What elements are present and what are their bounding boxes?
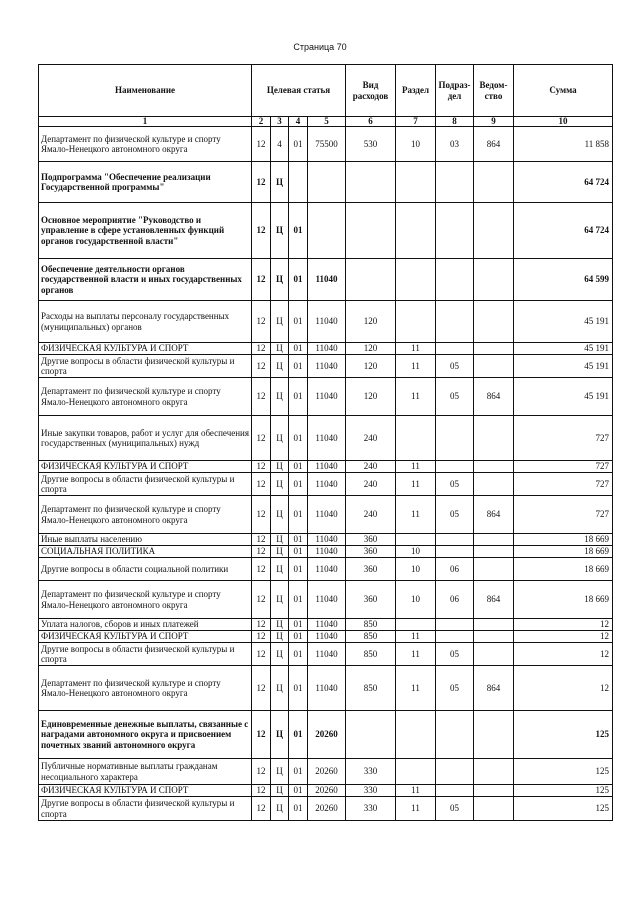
department-cell: 864	[474, 581, 514, 619]
section-cell: 11	[396, 355, 436, 378]
target-code-2-cell: Ц	[271, 355, 289, 378]
target-code-1-cell: 12	[252, 343, 271, 355]
expense-type-cell: 330	[346, 759, 396, 785]
section-cell: 11	[396, 643, 436, 666]
target-code-4-cell	[308, 203, 346, 259]
subsection-cell: 03	[436, 127, 474, 162]
section-cell: 11	[396, 785, 436, 797]
table-row	[39, 631, 613, 643]
section-cell	[396, 534, 436, 546]
target-code-1-cell: 12	[252, 581, 271, 619]
target-code-4-cell: 11040	[308, 643, 346, 666]
target-code-1-cell: 12	[252, 473, 271, 496]
target-code-3-cell: 01	[289, 461, 308, 473]
subsection-cell	[436, 259, 474, 301]
subsection-cell: 06	[436, 558, 474, 581]
table-body	[39, 127, 613, 821]
column-number: 7	[396, 117, 436, 127]
target-code-4-cell: 20260	[308, 711, 346, 759]
section-cell	[396, 416, 436, 461]
sum-cell: 45 191	[514, 378, 613, 416]
expense-type-cell: 120	[346, 378, 396, 416]
sum-cell: 12	[514, 643, 613, 666]
department-cell	[474, 416, 514, 461]
table-row	[39, 259, 613, 301]
department-cell	[474, 619, 514, 631]
expense-type-cell: 240	[346, 416, 396, 461]
target-code-2-cell: Ц	[271, 558, 289, 581]
target-code-1-cell: 12	[252, 162, 271, 203]
target-code-2-cell: Ц	[271, 797, 289, 821]
header-expense-type: Вид расходов	[346, 65, 396, 117]
section-cell: 11	[396, 473, 436, 496]
expense-type-cell: 360	[346, 558, 396, 581]
expense-type-cell: 530	[346, 127, 396, 162]
expense-type-cell: 360	[346, 581, 396, 619]
target-code-3-cell: 01	[289, 666, 308, 711]
row-name-cell: Уплата налогов, сборов и иных платежей	[39, 619, 252, 631]
target-code-1-cell: 12	[252, 203, 271, 259]
target-code-2-cell: Ц	[271, 162, 289, 203]
row-name-cell: ФИЗИЧЕСКАЯ КУЛЬТУРА И СПОРТ	[39, 631, 252, 643]
row-name-cell: Департамент по физической культуре и спорту Ямало-Ненецкого автономного округа	[39, 666, 252, 711]
table-row	[39, 343, 613, 355]
table-row	[39, 162, 613, 203]
table-row	[39, 416, 613, 461]
target-code-3-cell: 01	[289, 581, 308, 619]
row-name-cell: ФИЗИЧЕСКАЯ КУЛЬТУРА И СПОРТ	[39, 461, 252, 473]
table-row	[39, 203, 613, 259]
department-cell	[474, 461, 514, 473]
subsection-cell	[436, 301, 474, 343]
sum-cell: 45 191	[514, 355, 613, 378]
section-cell: 11	[396, 378, 436, 416]
department-cell	[474, 797, 514, 821]
sum-cell: 64 724	[514, 203, 613, 259]
table-row	[39, 301, 613, 343]
expense-type-cell: 240	[346, 461, 396, 473]
department-cell	[474, 631, 514, 643]
expense-type-cell: 240	[346, 496, 396, 534]
subsection-cell	[436, 461, 474, 473]
row-name-cell: Публичные нормативные выплаты гражданам несоциального характера	[39, 759, 252, 785]
target-code-4-cell: 11040	[308, 301, 346, 343]
target-code-2-cell: Ц	[271, 711, 289, 759]
target-code-4-cell: 11040	[308, 581, 346, 619]
target-code-2-cell: Ц	[271, 301, 289, 343]
header-subsection: Подраз-дел	[436, 65, 474, 117]
expense-type-cell: 360	[346, 534, 396, 546]
department-cell	[474, 301, 514, 343]
sum-cell: 12	[514, 631, 613, 643]
expense-type-cell: 330	[346, 797, 396, 821]
subsection-cell: 05	[436, 355, 474, 378]
target-code-4-cell: 75500	[308, 127, 346, 162]
department-cell	[474, 643, 514, 666]
budget-table	[38, 64, 613, 821]
row-name-cell: СОЦИАЛЬНАЯ ПОЛИТИКА	[39, 546, 252, 558]
target-code-3-cell: 01	[289, 546, 308, 558]
section-cell: 10	[396, 127, 436, 162]
target-code-2-cell: Ц	[271, 785, 289, 797]
table-row	[39, 619, 613, 631]
target-code-2-cell: Ц	[271, 461, 289, 473]
department-cell: 864	[474, 496, 514, 534]
target-code-3-cell: 01	[289, 378, 308, 416]
target-code-2-cell: Ц	[271, 631, 289, 643]
sum-cell: 18 669	[514, 534, 613, 546]
sum-cell: 45 191	[514, 343, 613, 355]
subsection-cell: 05	[436, 666, 474, 711]
target-code-1-cell: 12	[252, 127, 271, 162]
section-cell	[396, 759, 436, 785]
target-code-4-cell: 20260	[308, 759, 346, 785]
target-code-4-cell	[308, 162, 346, 203]
expense-type-cell	[346, 259, 396, 301]
sum-cell: 12	[514, 666, 613, 711]
target-code-1-cell: 12	[252, 461, 271, 473]
column-number: 3	[271, 117, 289, 127]
section-cell: 11	[396, 496, 436, 534]
target-code-4-cell: 11040	[308, 378, 346, 416]
expense-type-cell: 330	[346, 785, 396, 797]
target-code-4-cell: 20260	[308, 785, 346, 797]
column-number: 8	[436, 117, 474, 127]
target-code-2-cell: Ц	[271, 546, 289, 558]
department-cell	[474, 711, 514, 759]
row-name-cell: Департамент по физической культуре и спорту Ямало-Ненецкого автономного округа	[39, 581, 252, 619]
subsection-cell	[436, 416, 474, 461]
sum-cell: 727	[514, 461, 613, 473]
target-code-3-cell	[289, 162, 308, 203]
table-row	[39, 461, 613, 473]
section-cell: 11	[396, 343, 436, 355]
target-code-3-cell: 01	[289, 473, 308, 496]
sum-cell: 11 858	[514, 127, 613, 162]
target-code-3-cell: 01	[289, 496, 308, 534]
subsection-cell	[436, 711, 474, 759]
row-name-cell: Подпрограмма "Обеспечение реализации Государственной программы"	[39, 162, 252, 203]
header-name: Наименование	[39, 65, 252, 117]
row-name-cell: Другие вопросы в области физической культуры и спорта	[39, 473, 252, 496]
target-code-4-cell: 11040	[308, 259, 346, 301]
table-row	[39, 643, 613, 666]
target-code-2-cell: Ц	[271, 496, 289, 534]
target-code-2-cell: Ц	[271, 666, 289, 711]
target-code-1-cell: 12	[252, 759, 271, 785]
subsection-cell: 05	[436, 797, 474, 821]
sum-cell: 125	[514, 759, 613, 785]
target-code-4-cell: 11040	[308, 558, 346, 581]
target-code-2-cell: 4	[271, 127, 289, 162]
target-code-1-cell: 12	[252, 631, 271, 643]
target-code-1-cell: 12	[252, 355, 271, 378]
table-row	[39, 378, 613, 416]
target-code-2-cell: Ц	[271, 534, 289, 546]
header-department: Ведом-ство	[474, 65, 514, 117]
section-cell: 10	[396, 558, 436, 581]
target-code-2-cell: Ц	[271, 343, 289, 355]
department-cell	[474, 534, 514, 546]
target-code-2-cell: Ц	[271, 581, 289, 619]
header-target-article: Целевая статья	[252, 65, 346, 117]
target-code-3-cell: 01	[289, 127, 308, 162]
department-cell	[474, 785, 514, 797]
column-number: 2	[252, 117, 271, 127]
sum-cell: 727	[514, 416, 613, 461]
sum-cell: 64 724	[514, 162, 613, 203]
target-code-3-cell: 01	[289, 619, 308, 631]
row-name-cell: Иные закупки товаров, работ и услуг для обеспечения государственных (муниципальных) нужд	[39, 416, 252, 461]
target-code-3-cell: 01	[289, 711, 308, 759]
target-code-1-cell: 12	[252, 301, 271, 343]
subsection-cell	[436, 631, 474, 643]
section-cell: 11	[396, 666, 436, 711]
table-row	[39, 581, 613, 619]
expense-type-cell: 120	[346, 355, 396, 378]
target-code-3-cell: 01	[289, 203, 308, 259]
subsection-cell: 06	[436, 581, 474, 619]
subsection-cell: 05	[436, 643, 474, 666]
table-row	[39, 558, 613, 581]
target-code-4-cell: 11040	[308, 343, 346, 355]
section-cell: 11	[396, 631, 436, 643]
section-cell	[396, 203, 436, 259]
target-code-3-cell: 01	[289, 759, 308, 785]
sum-cell: 45 191	[514, 301, 613, 343]
target-code-1-cell: 12	[252, 378, 271, 416]
target-code-3-cell: 01	[289, 558, 308, 581]
sum-cell: 125	[514, 711, 613, 759]
target-code-4-cell: 11040	[308, 546, 346, 558]
expense-type-cell: 850	[346, 619, 396, 631]
target-code-3-cell: 01	[289, 355, 308, 378]
target-code-2-cell: Ц	[271, 416, 289, 461]
subsection-cell: 05	[436, 496, 474, 534]
sum-cell: 727	[514, 496, 613, 534]
expense-type-cell: 360	[346, 546, 396, 558]
row-name-cell: Другие вопросы в области физической культуры и спорта	[39, 355, 252, 378]
column-number: 4	[289, 117, 308, 127]
sum-cell: 18 669	[514, 546, 613, 558]
subsection-cell	[436, 343, 474, 355]
target-code-4-cell: 11040	[308, 355, 346, 378]
table-row	[39, 797, 613, 821]
subsection-cell	[436, 546, 474, 558]
section-cell	[396, 301, 436, 343]
row-name-cell: Расходы на выплаты персоналу государственных (муниципальных) органов	[39, 301, 252, 343]
table-row	[39, 759, 613, 785]
section-cell	[396, 259, 436, 301]
table-row	[39, 711, 613, 759]
section-cell: 10	[396, 546, 436, 558]
target-code-4-cell: 11040	[308, 631, 346, 643]
row-name-cell: Другие вопросы в области социальной политики	[39, 558, 252, 581]
column-number: 6	[346, 117, 396, 127]
expense-type-cell: 850	[346, 631, 396, 643]
subsection-cell	[436, 534, 474, 546]
row-name-cell: Департамент по физической культуре и спорту Ямало-Ненецкого автономного округа	[39, 496, 252, 534]
section-cell: 11	[396, 461, 436, 473]
subsection-cell	[436, 759, 474, 785]
column-number: 10	[514, 117, 613, 127]
target-code-3-cell: 01	[289, 631, 308, 643]
column-number: 9	[474, 117, 514, 127]
target-code-3-cell: 01	[289, 534, 308, 546]
department-cell	[474, 355, 514, 378]
sum-cell: 12	[514, 619, 613, 631]
section-cell: 11	[396, 797, 436, 821]
table-row	[39, 666, 613, 711]
target-code-3-cell: 01	[289, 416, 308, 461]
row-name-cell: Департамент по физической культуре и спорту Ямало-Ненецкого автономного округа	[39, 127, 252, 162]
table-row	[39, 534, 613, 546]
row-name-cell: ФИЗИЧЕСКАЯ КУЛЬТУРА И СПОРТ	[39, 785, 252, 797]
target-code-4-cell: 11040	[308, 619, 346, 631]
table-row	[39, 127, 613, 162]
target-code-1-cell: 12	[252, 619, 271, 631]
column-number: 5	[308, 117, 346, 127]
target-code-3-cell: 01	[289, 797, 308, 821]
table-header-row	[39, 65, 613, 117]
header-sum: Сумма	[514, 65, 613, 117]
target-code-3-cell: 01	[289, 785, 308, 797]
table-row	[39, 355, 613, 378]
section-cell: 10	[396, 581, 436, 619]
target-code-2-cell: Ц	[271, 203, 289, 259]
target-code-4-cell: 11040	[308, 416, 346, 461]
table-row	[39, 473, 613, 496]
target-code-4-cell: 11040	[308, 461, 346, 473]
department-cell	[474, 162, 514, 203]
row-name-cell: Департамент по физической культуре и спорту Ямало-Ненецкого автономного округа	[39, 378, 252, 416]
expense-type-cell: 120	[346, 301, 396, 343]
section-cell	[396, 619, 436, 631]
target-code-1-cell: 12	[252, 785, 271, 797]
target-code-2-cell: Ц	[271, 473, 289, 496]
target-code-2-cell: Ц	[271, 378, 289, 416]
subsection-cell	[436, 785, 474, 797]
target-code-3-cell: 01	[289, 343, 308, 355]
row-name-cell: Обеспечение деятельности органов государственной власти и иных государственных органов	[39, 259, 252, 301]
target-code-1-cell: 12	[252, 259, 271, 301]
row-name-cell: Основное мероприятие "Руководство и управление в сфере установленных функций органов государственной власти"	[39, 203, 252, 259]
target-code-2-cell: Ц	[271, 259, 289, 301]
department-cell	[474, 759, 514, 785]
department-cell	[474, 203, 514, 259]
expense-type-cell: 240	[346, 473, 396, 496]
table-row	[39, 546, 613, 558]
target-code-1-cell: 12	[252, 643, 271, 666]
subsection-cell: 05	[436, 473, 474, 496]
department-cell	[474, 343, 514, 355]
subsection-cell	[436, 203, 474, 259]
column-numbers-row	[39, 117, 613, 127]
sum-cell: 64 599	[514, 259, 613, 301]
department-cell	[474, 558, 514, 581]
header-section: Раздел	[396, 65, 436, 117]
section-cell	[396, 711, 436, 759]
subsection-cell: 05	[436, 378, 474, 416]
target-code-1-cell: 12	[252, 534, 271, 546]
sum-cell: 18 669	[514, 558, 613, 581]
expense-type-cell: 850	[346, 643, 396, 666]
row-name-cell: Другие вопросы в области физической культуры и спорта	[39, 797, 252, 821]
target-code-1-cell: 12	[252, 546, 271, 558]
target-code-1-cell: 12	[252, 496, 271, 534]
sum-cell: 18 669	[514, 581, 613, 619]
target-code-3-cell: 01	[289, 301, 308, 343]
table-row	[39, 785, 613, 797]
table-row	[39, 496, 613, 534]
row-name-cell: ФИЗИЧЕСКАЯ КУЛЬТУРА И СПОРТ	[39, 343, 252, 355]
target-code-2-cell: Ц	[271, 619, 289, 631]
sum-cell: 125	[514, 797, 613, 821]
row-name-cell: Единовременные денежные выплаты, связанные с наградами автономного округа и присвоением почетных званий автономного округа	[39, 711, 252, 759]
sum-cell: 125	[514, 785, 613, 797]
target-code-3-cell: 01	[289, 259, 308, 301]
target-code-3-cell: 01	[289, 643, 308, 666]
target-code-1-cell: 12	[252, 558, 271, 581]
department-cell	[474, 259, 514, 301]
sum-cell: 727	[514, 473, 613, 496]
target-code-4-cell: 11040	[308, 666, 346, 711]
expense-type-cell	[346, 711, 396, 759]
row-name-cell: Другие вопросы в области физической культуры и спорта	[39, 643, 252, 666]
column-number: 1	[39, 117, 252, 127]
expense-type-cell	[346, 203, 396, 259]
department-cell: 864	[474, 127, 514, 162]
target-code-4-cell: 20260	[308, 797, 346, 821]
expense-type-cell: 120	[346, 343, 396, 355]
department-cell	[474, 473, 514, 496]
department-cell: 864	[474, 378, 514, 416]
subsection-cell	[436, 619, 474, 631]
target-code-4-cell: 11040	[308, 496, 346, 534]
target-code-4-cell: 11040	[308, 473, 346, 496]
target-code-2-cell: Ц	[271, 643, 289, 666]
expense-type-cell: 850	[346, 666, 396, 711]
department-cell: 864	[474, 666, 514, 711]
target-code-1-cell: 12	[252, 416, 271, 461]
subsection-cell	[436, 162, 474, 203]
target-code-1-cell: 12	[252, 797, 271, 821]
page-number-label: Страница 70	[293, 42, 347, 52]
department-cell	[474, 546, 514, 558]
expense-type-cell	[346, 162, 396, 203]
target-code-2-cell: Ц	[271, 759, 289, 785]
target-code-1-cell: 12	[252, 666, 271, 711]
target-code-1-cell: 12	[252, 711, 271, 759]
row-name-cell: Иные выплаты населению	[39, 534, 252, 546]
section-cell	[396, 162, 436, 203]
target-code-4-cell: 11040	[308, 534, 346, 546]
